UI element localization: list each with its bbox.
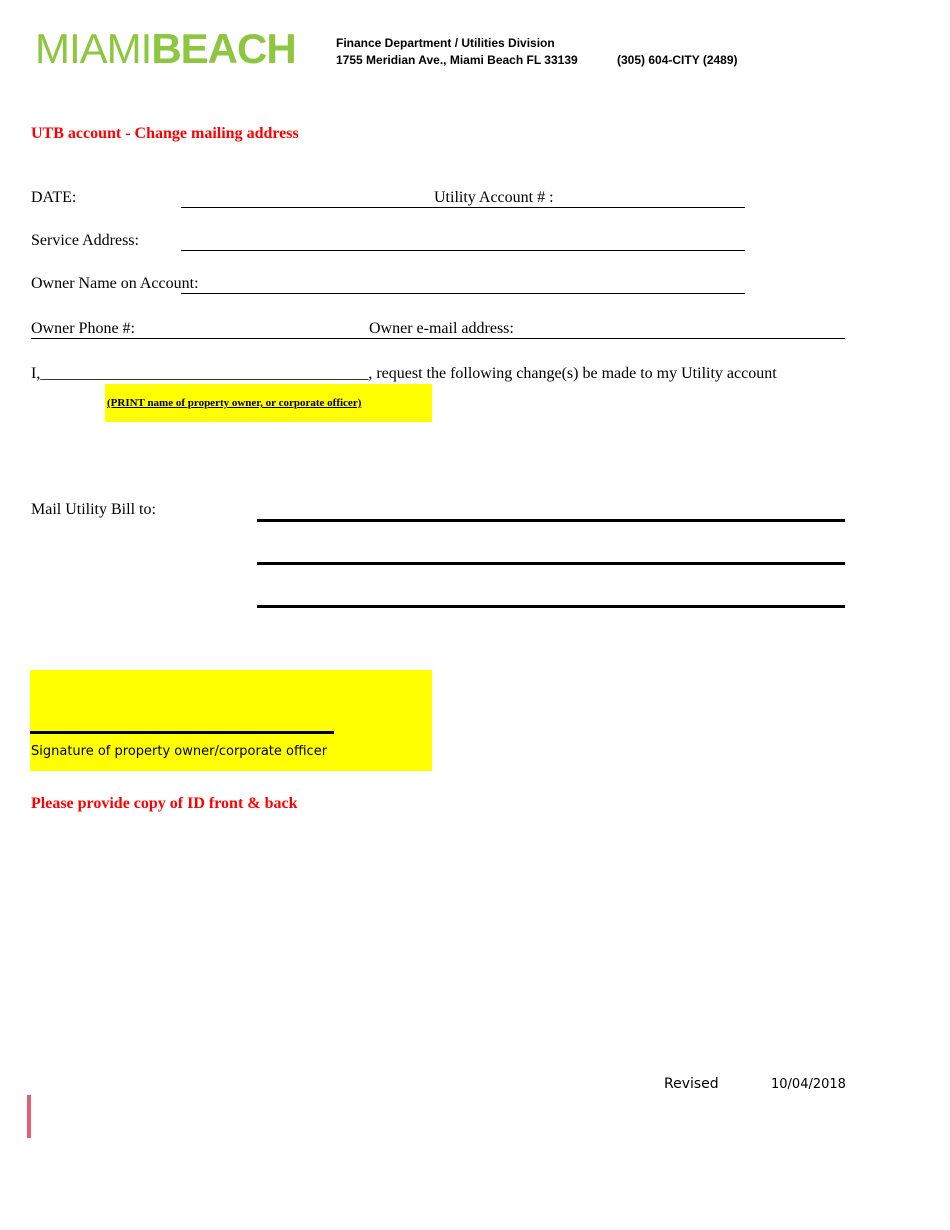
- department-phone: (305) 604-CITY (2489): [617, 53, 738, 67]
- service-address-label: Service Address:: [31, 232, 139, 249]
- id-note: Please provide copy of ID front & back: [31, 795, 298, 812]
- signature-line[interactable]: [30, 731, 334, 734]
- owner-phone-email-field[interactable]: [31, 338, 845, 339]
- mail-to-line-1[interactable]: [257, 519, 845, 522]
- print-name-highlight: [105, 384, 432, 422]
- date-label: DATE:: [31, 189, 77, 206]
- print-name-note: (PRINT name of property owner, or corporate officer): [107, 397, 362, 409]
- miami-beach-logo: [35, 25, 296, 72]
- margin-marker: [27, 1095, 31, 1138]
- request-name-blank[interactable]: I,_________________________________________: [31, 365, 369, 382]
- signature-label: Signature of property owner/corporate officer: [31, 744, 328, 759]
- header-info: [336, 35, 578, 69]
- owner-email-label: Owner e-mail address:: [369, 320, 514, 337]
- request-statement: [31, 365, 777, 383]
- account-label: Utility Account # :: [434, 189, 554, 206]
- service-address-field[interactable]: [181, 250, 745, 251]
- owner-name-field[interactable]: [181, 293, 745, 294]
- mail-to-line-2[interactable]: [257, 562, 845, 565]
- owner-phone-label: Owner Phone #:: [31, 320, 135, 337]
- mail-to-line-3[interactable]: [257, 605, 845, 608]
- department-address: 1755 Meridian Ave., Miami Beach FL 33139: [336, 53, 578, 67]
- date-account-field[interactable]: [181, 207, 745, 208]
- logo-beach: BEACH: [151, 25, 296, 72]
- logo-miami: MIAMI: [35, 25, 152, 72]
- mail-to-label: Mail Utility Bill to:: [31, 501, 156, 518]
- department-name: Finance Department / Utilities Division: [336, 36, 555, 50]
- revised-label: Revised: [664, 1076, 719, 1092]
- request-text: , request the following change(s) be made to my Utility account: [368, 365, 777, 382]
- owner-name-label: Owner Name on Account:: [31, 275, 199, 292]
- revised-date: 10/04/2018: [771, 1077, 846, 1092]
- form-title: UTB account - Change mailing address: [31, 125, 299, 142]
